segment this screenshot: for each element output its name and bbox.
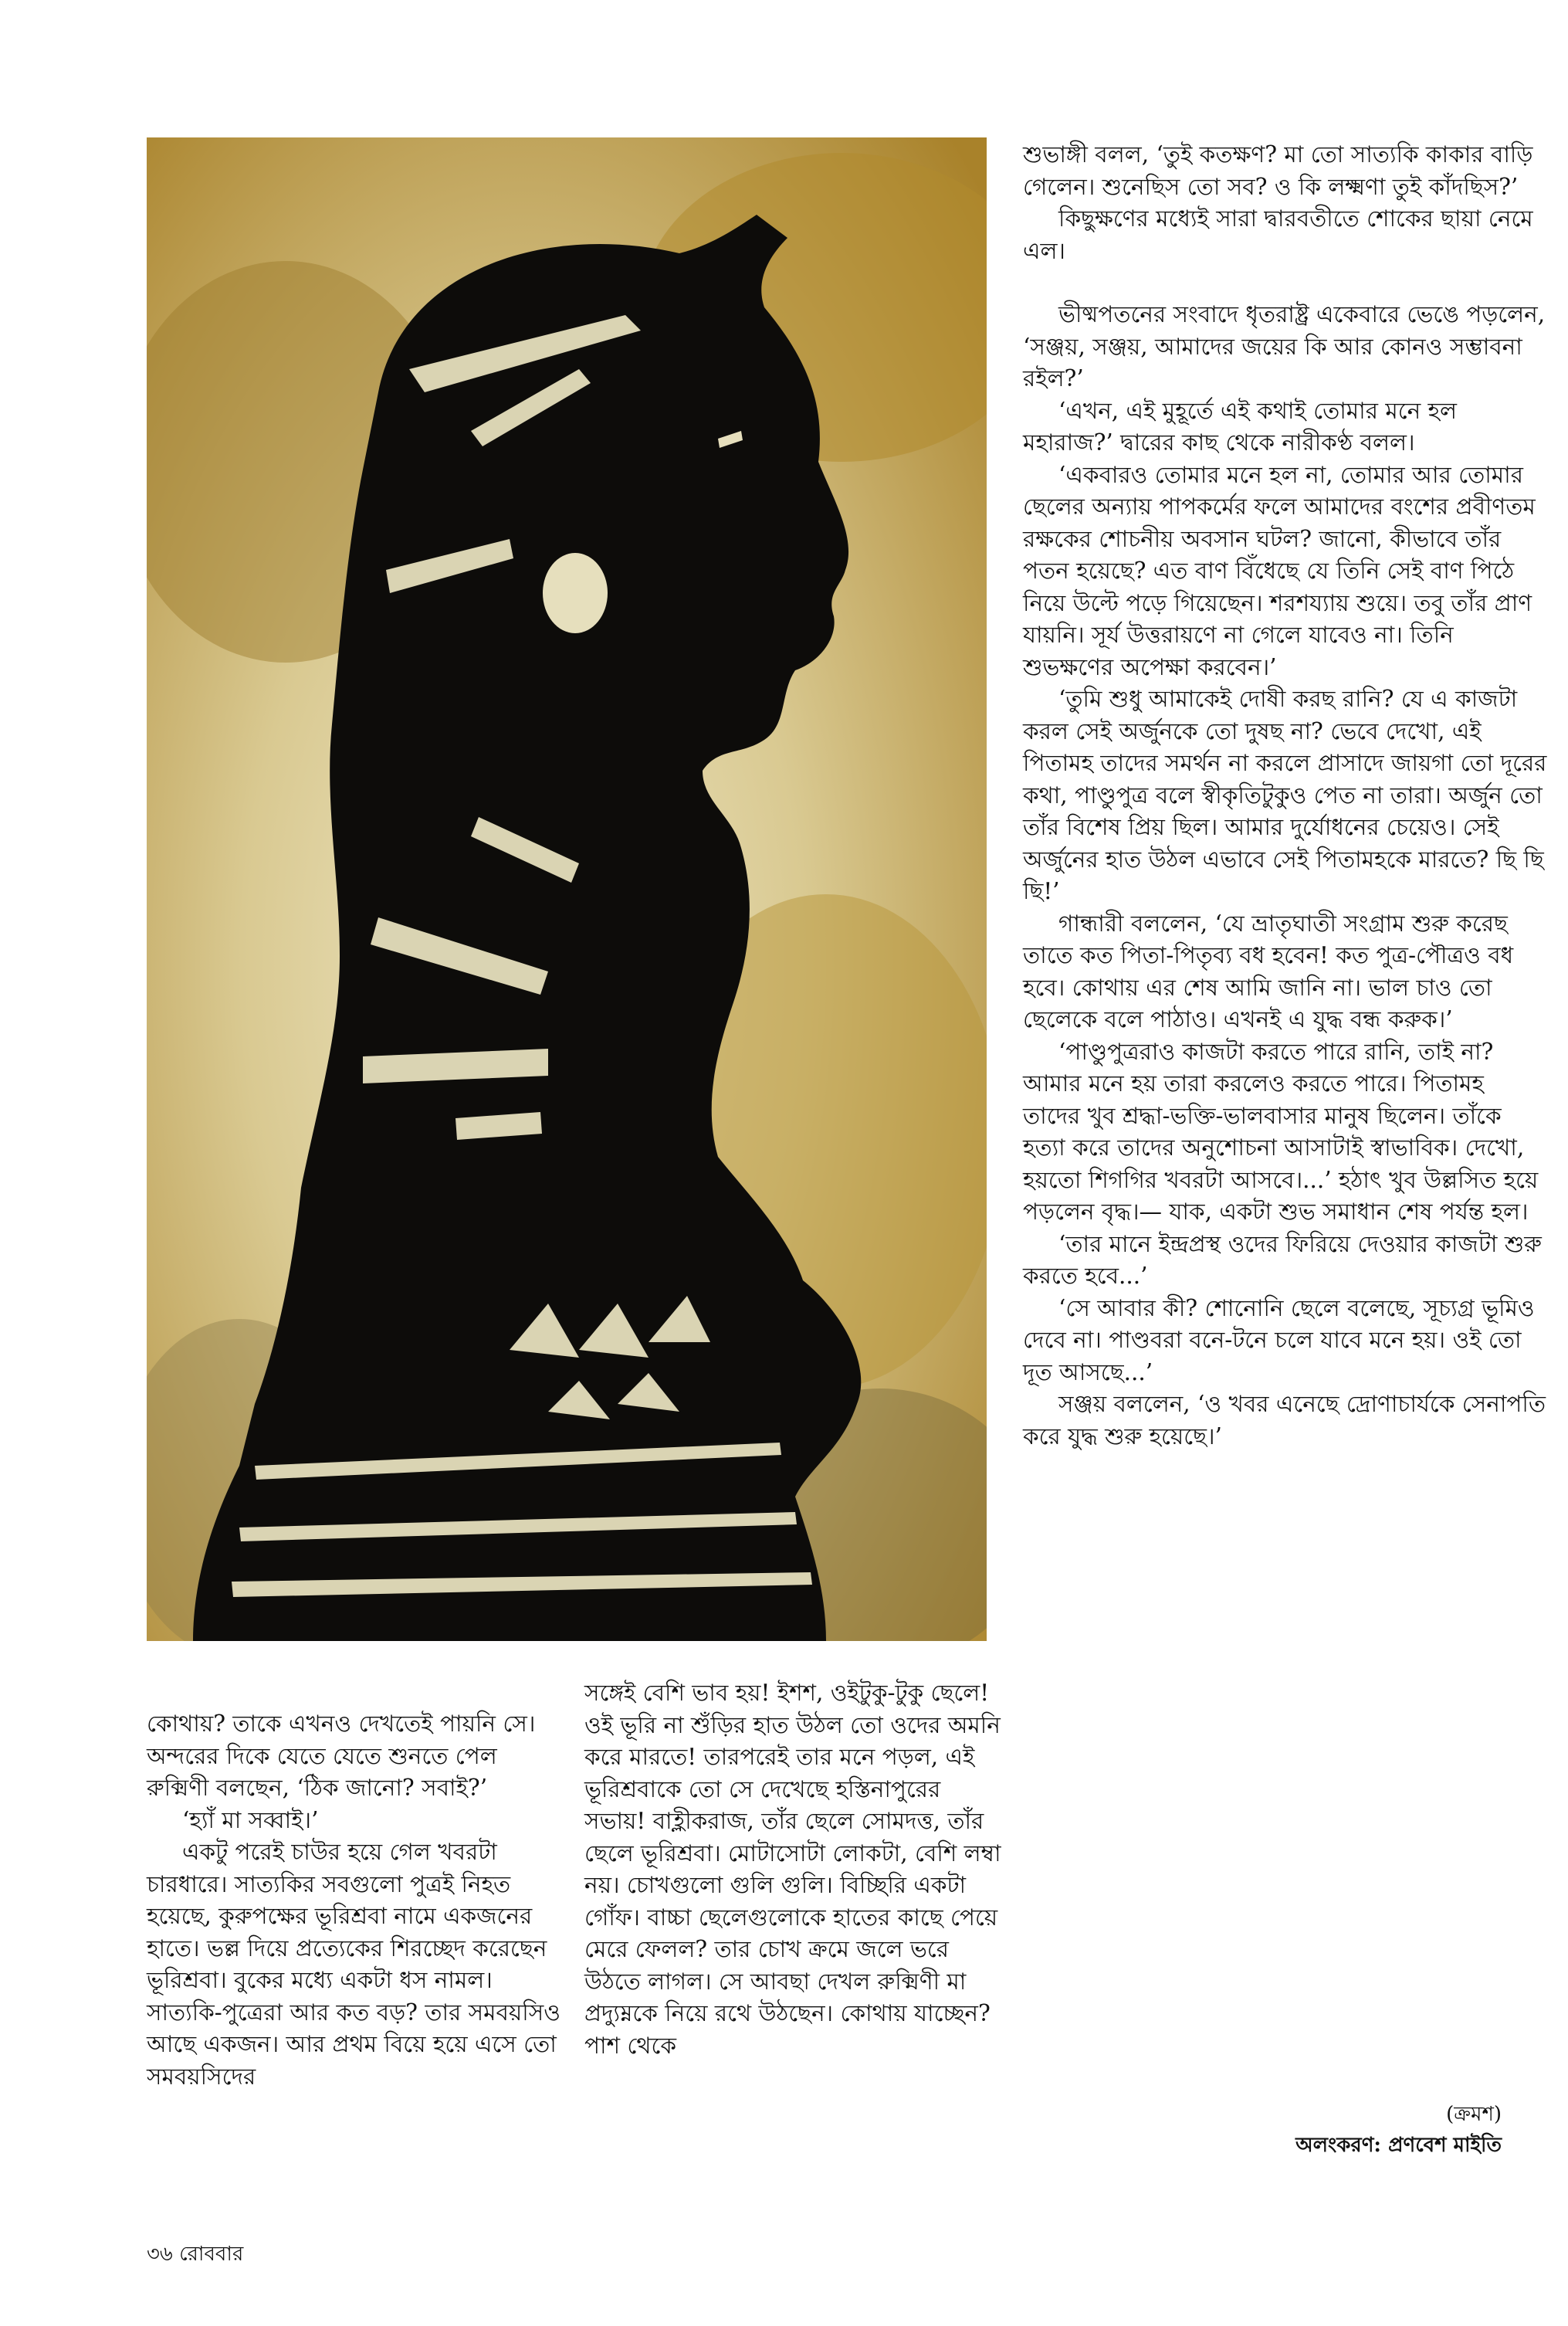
silhouette-painting xyxy=(147,137,987,1641)
paragraph: ‘পাণ্ডুপুত্ররাও কাজটা করতে পারে রানি, তাই না? আমার মনে হয় তারা করলেও করতে পারে। পিতামহ তাদের খুব শ্রদ্ধা-ভক্তি-ভালবাসার মানুষ ছিলেন। তাঁকে হত্যা করে তাদের অনুশোচনা আসাটাই স্বাভাবিক। দেখো, হয়তো শিগগির খবরটা আসবে।...’ হঠাৎ খুব উল্লসিত হয়ে পড়লেন বৃদ্ধ।— যাক, একটা শুভ সমাধান শেষ পর্যন্ত হল। xyxy=(1023,1038,1539,1225)
continued-marker: (ক্রমশ) xyxy=(1446,2103,1502,2126)
paragraph: গান্ধারী বললেন, ‘যে ভ্রাতৃঘাতী সংগ্রাম শুরু করেছ তাতে কত পিতা-পিতৃব্য বধ হবেন! কত পুত্র-পৌত্রও বধ হবে। কোথায় এর শেষ আমি জানি না। ভাল চাও তো ছেলেকে বলে পাঠাও। এখনই এ যুদ্ধ বন্ধ করুক।’ xyxy=(1023,910,1514,1032)
paragraph: ‘তুমি শুধু আমাকেই দোষী করছ রানি? যে এ কাজটা করল সেই অর্জুনকে তো দুষছ না? ভেবে দেখো, এই পিতামহ তাদের সমর্থন না করলে প্রাসাদে জায়গা তো দূরের কথা, পাণ্ডুপুত্র বলে স্বীকৃতিটুকুও পেত না তারা। অর্জুন তো তাঁর বিশেষ প্রিয় ছিল। আমার দুর্যোধনের চেয়েও। সেই অর্জুনের হাত উঠল এভাবে সেই পিতামহকে মারতে? ছি ছি ছি!’ xyxy=(1023,686,1547,904)
paragraph: একটু পরেই চাউর হয়ে গেল খবরটা চারধারে। সাত্যকির সবগুলো পুত্রই নিহত হয়েছে, কুরুপক্ষের ভূরিশ্রবা নামে একজনের হাতে। ভল্ল দিয়ে প্রত্যেকের শিরচ্ছেদ করেছেন ভূরিশ্রবা। বুকের মধ্যে একটা ধস নামল। সাত্যকি-পুত্রেরা আর কত বড়? তার সমবয়সিও আছে একজন। আর প্রথম বিয়ে হয়ে এসে তো সমবয়সিদের xyxy=(147,1839,560,2090)
paragraph: শুভাঙ্গী বলল, ‘তুই কতক্ষণ? মা তো সাত্যকি কাকার বাড়ি গেলেন। শুনেছিস তো সব? ও কি লক্ষ্মণা তুই কাঁদছিস?’ xyxy=(1023,141,1533,200)
paragraph: সঙ্গেই বেশি ভাব হয়! ইশশ, ওইটুকু-টুকু ছেলে! ওই ভূরি না শুঁড়ির হাত উঠল তো ওদের অমনি করে মারতে! তারপরেই তার মনে পড়ল, এই ভূরিশ্রবাকে তো সে দেখেছে হস্তিনাপুরের সভায়! বাহ্লীকরাজ, তাঁর ছেলে সোমদত্ত, তাঁর ছেলে ভূরিশ্রবা। মোটাসোটা লোকটা, বেশি লম্বা নয়। চোখগুলো গুলি গুলি। বিচ্ছিরি একটা গোঁফ। বাচ্চা ছেলেগুলোকে হাতের কাছে পেয়ে মেরে ফেলল? তার চোখ ক্রমে জলে ভরে উঠতে লাগল। সে আবছা দেখল রুক্মিণী মা প্রদ্যুম্নকে নিয়ে রথে উঠছেন। কোথায় যাচ্ছেন? পাশ থেকে xyxy=(584,1680,1001,2059)
paragraph: কোথায়? তাকে এখনও দেখতেই পায়নি সে। অন্দরের দিকে যেতে যেতে শুনতে পেল রুক্মিণী বলছেন, ‘ঠিক জানো? সবাই?’ xyxy=(147,1711,536,1801)
illustration xyxy=(147,137,987,1641)
paragraph: ‘এখন, এই মুহূর্তে এই কথাই তোমার মনে হল মহারাজ?’ দ্বারের কাছ থেকে নারীকণ্ঠ বলল। xyxy=(1023,397,1458,456)
paragraph: ‘একবারও তোমার মনে হল না, তোমার আর তোমার ছেলের অন্যায় পাপকর্মের ফলে আমাদের বংশের প্রবীণতম রক্ষকের শোচনীয় অবসান ঘটল? জানো, কীভাবে তাঁর পতন হয়েছে? এত বাণ বিঁধেছে যে তিনি সেই বাণ পিঠে নিয়ে উল্টে পড়ে গিয়েছেন। শরশয্যায় শুয়ে। তবু তাঁর প্রাণ যায়নি। সূর্য উত্তরায়ণে না গেলে যাবেও না। তিনি শুভক্ষণের অপেক্ষা করবেন।’ xyxy=(1023,461,1536,680)
paragraph: ‘তার মানে ইন্দ্রপ্রস্থ ওদের ফিরিয়ে দেওয়ার কাজটা শুরু করতে হবে...’ xyxy=(1023,1230,1542,1289)
paragraph: কিছুক্ষণের মধ্যেই সারা দ্বারবতীতে শোকের ছায়া নেমে এল। xyxy=(1023,205,1533,264)
paragraph: ‘সে আবার কী? শোনোনি ছেলে বলেছে, সূচ্যগ্র ভূমিও দেবে না। পাণ্ডবরা বনে-টনে চলে যাবে মনে হয়। ওই তো দূত আসছে...’ xyxy=(1023,1294,1535,1385)
paragraph: ‘হ্যাঁ মা সব্বাই।’ xyxy=(182,1806,319,1833)
credits-block xyxy=(1295,2099,1502,2161)
paragraph: ভীষ্মপতনের সংবাদে ধৃতরাষ্ট্র একেবারে ভেঙে পড়লেন, ‘সঞ্জয়, সঞ্জয়, আমাদের জয়ের কি আর কোনও সম্ভাবনা রইল?’ xyxy=(1023,301,1546,392)
illustration-credit: অলংকরণ: প্রণবেশ মাইতি xyxy=(1295,2134,1502,2157)
text-column-left xyxy=(147,1708,564,2093)
text-column-right xyxy=(1023,139,1548,1453)
text-column-middle xyxy=(584,1677,1001,2062)
paragraph: সঞ্জয় বললেন, ‘ও খবর এনেছে দ্রোণাচার্যকে সেনাপতি করে যুদ্ধ শুরু হয়েছে।’ xyxy=(1023,1391,1546,1450)
page-folio: ৩৬ রোববার xyxy=(147,2243,244,2266)
